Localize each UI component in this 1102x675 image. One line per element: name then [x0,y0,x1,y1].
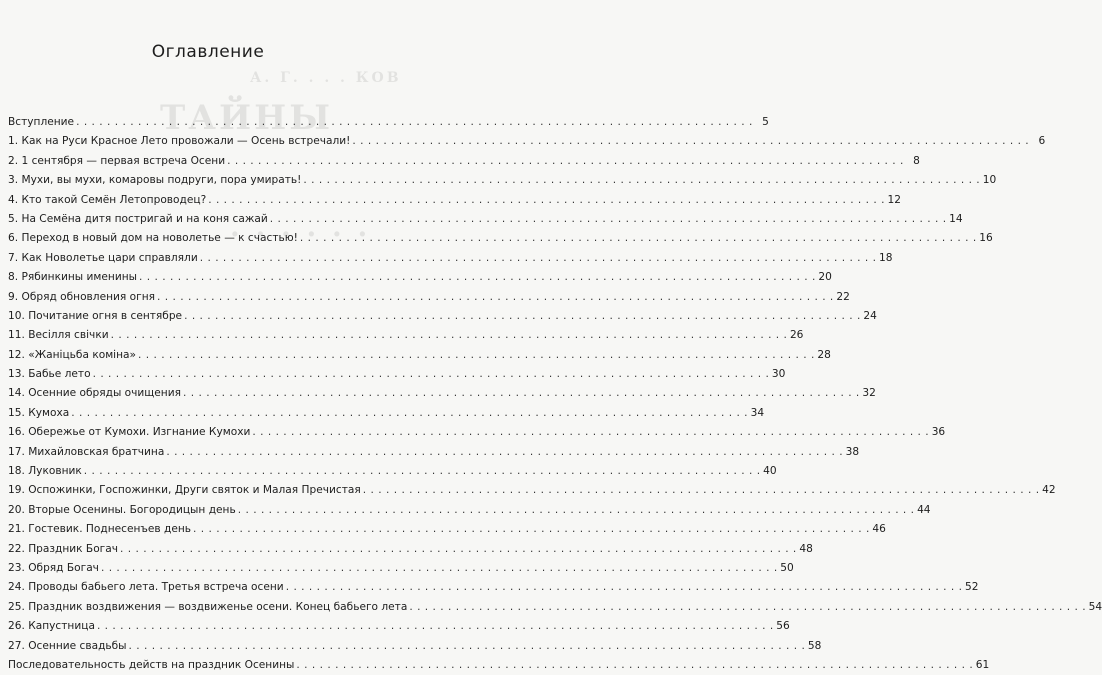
dot-leader [352,132,1029,151]
dot-leader [120,540,797,559]
toc-entry-page-number: 34 [750,406,765,419]
toc-entry-page-number: 38 [845,445,860,458]
toc-entry [8,113,769,132]
toc-entry-page-number: 28 [817,348,831,361]
toc-entry-title: 24. Проводы бабьего лета. Третья встреча осени [8,581,284,594]
dot-leader [76,113,753,132]
toc-entry-page-number: 48 [799,542,813,555]
toc-entry-page-number: 14 [949,212,963,225]
toc-entry [8,326,804,345]
toc-entry-page-number: 44 [917,503,931,516]
toc-entry-page-number: 61 [975,658,990,671]
toc-entry-page-number: 20 [818,271,832,284]
toc-entry-title: 26. Капустница [8,620,95,633]
toc-entry [8,501,931,520]
toc-entry-title: 12. «Жаніцьба коміна» [8,348,137,361]
dot-leader [71,404,748,423]
toc-entry-page-number: 54 [1088,600,1102,613]
toc-entry-title: 21. Гостевик. Поднесенъев день [8,523,192,536]
toc-entry [8,598,1102,617]
dot-leader [270,210,947,229]
toc-entry-page-number: 36 [931,426,946,439]
toc-entry-title: 25. Праздник воздвижения — воздвиженье осени. Конец бабьего лета [8,600,408,613]
toc-entry [8,132,1046,151]
dot-leader [166,443,843,462]
toc-entry-title: 19. Оспожинки, Госпожинки, Други святок и Малая Пречистая [8,484,361,497]
page-title: Оглавление [151,42,265,62]
dot-leader [111,326,788,345]
dot-leader [84,462,761,481]
dot-leader [101,559,778,578]
dot-leader [252,423,929,442]
toc-entry-page-number: 52 [965,581,979,594]
toc-entry [8,637,822,656]
toc-entry-page-number: 30 [771,368,786,381]
toc-entry-page-number: 56 [776,620,790,633]
toc-entry-page-number: 6 [1038,135,1046,148]
toc-entry-title: 27. Осенние свадьбы [8,639,127,652]
toc-entry-title: 22. Праздник Богач [8,542,118,555]
toc-entry-title: Вступление [8,116,75,128]
toc-entry-title: 4. Кто такой Семён Летопроводец? [8,193,207,206]
toc-entry-title: 1. Как на Руси Красное Лето провожали — Осень встречали! [8,135,351,148]
toc-entry-title: 6. Переход в новый дом на новолетье — к счастью! [8,232,298,245]
toc-entry [8,423,946,442]
dot-leader [157,288,834,307]
toc-entry-page-number: 42 [1042,484,1056,497]
dot-leader [227,152,904,171]
toc-entry-title: 20. Вторые Осенины. Богородицын день [8,503,236,516]
toc-entry-page-number: 32 [862,387,876,400]
dot-leader [303,171,980,190]
toc-entry [8,346,831,365]
toc-entry [8,462,777,481]
toc-entry-page-number: 16 [979,232,993,245]
dot-leader [300,229,977,248]
toc-entry-page-number: 24 [863,309,877,322]
toc-entry-page-number: 22 [836,290,850,303]
dot-leader [184,307,861,326]
toc-entry-page-number: 5 [762,116,769,128]
bleed-through-title-2: . . . . . . [230,210,371,243]
dot-leader [129,637,806,656]
toc-entry-page-number: 18 [879,251,893,264]
toc-entry [8,617,790,636]
toc-entry [8,191,902,210]
toc-entry-page-number: 26 [789,329,804,342]
dot-leader [183,384,860,403]
dot-leader [93,365,770,384]
dot-leader [200,249,877,268]
toc-entry [8,288,850,307]
bleed-through-title: ТАЙНЫ [160,98,334,138]
toc-entry-title: 7. Как Новолетье цари справляли [8,251,198,264]
toc-entry-title: 13. Бабье лето [8,368,91,381]
toc-entry [8,210,963,229]
toc-entry [8,249,893,268]
toc-entry [8,578,979,597]
dot-leader [97,617,774,636]
toc-entry-title: 3. Мухи, вы мухи, комаровы подруги, пора умирать! [8,174,302,187]
bleed-through-text: А. Г. . . . КОВ [250,70,402,86]
toc-entry-title: 18. Луковник [8,465,82,478]
toc-entry-title: 10. Почитание огня в сентябре [8,309,183,322]
toc-entry-title: 14. Осенние обряды очищения [8,387,181,400]
toc-entry [8,540,813,559]
toc-entry-title: 17. Михайловская братчина [8,445,165,458]
toc-entry [8,559,794,578]
dot-leader [238,501,915,520]
toc-entry [8,268,832,287]
dot-leader [286,578,963,597]
toc-entry-title: 5. На Семёна дитя постригай и на коня сажай [8,212,268,225]
toc-entry-title: 16. Обережье от Кумохи. Изгнание Кумохи [8,426,251,439]
toc-entry [8,365,786,384]
toc-entry-page-number: 8 [913,154,920,167]
dot-leader [208,191,885,210]
toc-entry-title: 15. Кумоха [8,406,70,419]
toc-entry-title: 8. Рябинкины именины [8,271,138,284]
toc-entry-page-number: 12 [887,193,902,206]
table-of-contents [8,113,1102,675]
toc-entry-page-number: 40 [763,465,777,478]
toc-entry [8,520,886,539]
toc-entry-page-number: 10 [982,174,997,187]
toc-entry [8,152,920,171]
toc-entry [8,384,876,403]
toc-entry [8,229,993,248]
toc-entry-title: 2. 1 сентября — первая встреча Осени [8,154,226,167]
dot-leader [296,656,973,675]
toc-entry-page-number: 50 [780,561,794,574]
dot-leader [409,598,1086,617]
toc-entry [8,481,1056,500]
toc-entry-title: 11. Весілля свічки [8,329,109,342]
dot-leader [139,268,816,287]
toc-entry [8,443,860,462]
toc-entry-page-number: 46 [872,523,886,536]
toc-entry [8,656,990,675]
toc-entry-title: Последовательность действ на праздник Осенины [8,658,295,671]
toc-entry [8,171,997,190]
toc-entry [8,404,765,423]
dot-leader [138,346,815,365]
dot-leader [193,520,870,539]
toc-entry-page-number: 58 [807,639,822,652]
toc-entry-title: 23. Обряд Богач [8,561,99,574]
toc-entry-title: 9. Обряд обновления огня [8,290,155,303]
toc-entry [8,307,877,326]
dot-leader [363,481,1040,500]
